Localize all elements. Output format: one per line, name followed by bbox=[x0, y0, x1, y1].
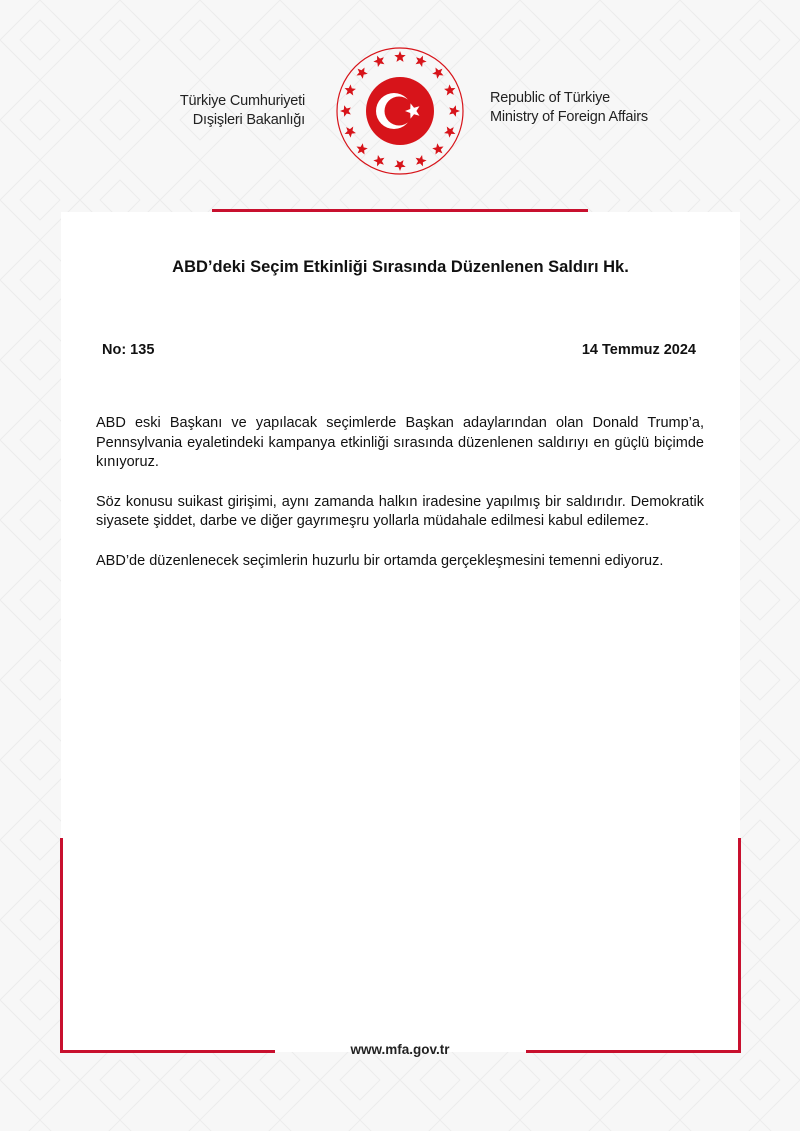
body-paragraph-3: ABD’de düzenlenecek seçimlerin huzurlu bir ortamda gerçekleşmesini temenni ediyoruz. bbox=[96, 552, 664, 569]
document-date: 14 Temmuz 2024 bbox=[581, 342, 696, 358]
emblem-ring-star-icon bbox=[345, 84, 356, 95]
document-card bbox=[61, 212, 740, 1052]
emblem-ring-star-icon bbox=[340, 105, 351, 116]
ministry-name-english bbox=[490, 89, 690, 127]
emblem-ring-star-icon bbox=[449, 105, 460, 116]
emblem-ring-star-icon bbox=[432, 67, 443, 78]
body-paragraph-1: ABD eski Başkanı ve yapılacak seçimlerde Başkan adaylarından olan Donald Trump’a, Pennsylvania eyaletindeki kampanya etkinliği sırasında düzenlenen saldırıyı en güçlü biçimde kınıyoruz. bbox=[96, 415, 704, 470]
body-paragraph-2: Söz konusu suikast girişimi, aynı zamanda halkın iradesine yapılmış bir saldırıdır. Demokratik siyasete şiddet, darbe ve diğer gayrımeşru yollarla müdahale edilmesi kabul edilemez. bbox=[96, 493, 704, 529]
emblem-ring-star-icon bbox=[394, 160, 405, 171]
footer-website-link[interactable]: www.mfa.gov.tr bbox=[350, 1042, 450, 1057]
emblem-ring-star-icon bbox=[356, 67, 367, 78]
document-title: ABD’deki Seçim Etkinliği Sırasında Düzenlenen Saldırı Hk. bbox=[172, 258, 629, 276]
ministry-name-en-line1: Republic of Türkiye bbox=[490, 90, 611, 106]
emblem-ring-star-icon bbox=[444, 127, 455, 138]
ministry-name-turkish bbox=[150, 92, 305, 130]
document-number: No: 135 bbox=[102, 342, 155, 358]
document-body bbox=[96, 414, 704, 591]
emblem-ring-star-icon bbox=[432, 143, 443, 154]
emblem-ring-star-icon bbox=[444, 84, 455, 95]
emblem-ring-star-icon bbox=[345, 127, 356, 138]
frame-left-border bbox=[60, 838, 63, 1053]
emblem-ring-star-icon bbox=[356, 143, 367, 154]
crescent-star-emblem-icon bbox=[330, 41, 470, 181]
emblem-ring-star-icon bbox=[373, 56, 384, 67]
ministry-name-tr-line2: Dışişleri Bakanlığı bbox=[192, 112, 305, 128]
ministry-name-en-line2: Ministry of Foreign Affairs bbox=[490, 109, 648, 125]
emblem-ring-star-icon bbox=[373, 155, 384, 166]
emblem-ring-star-icon bbox=[416, 155, 427, 166]
emblem-ring-star-icon bbox=[394, 51, 405, 62]
frame-top-border bbox=[212, 209, 588, 212]
emblem-ring-star-icon bbox=[416, 56, 427, 67]
ministry-name-tr-line1: Türkiye Cumhuriyeti bbox=[179, 93, 305, 109]
frame-right-border bbox=[738, 838, 741, 1053]
